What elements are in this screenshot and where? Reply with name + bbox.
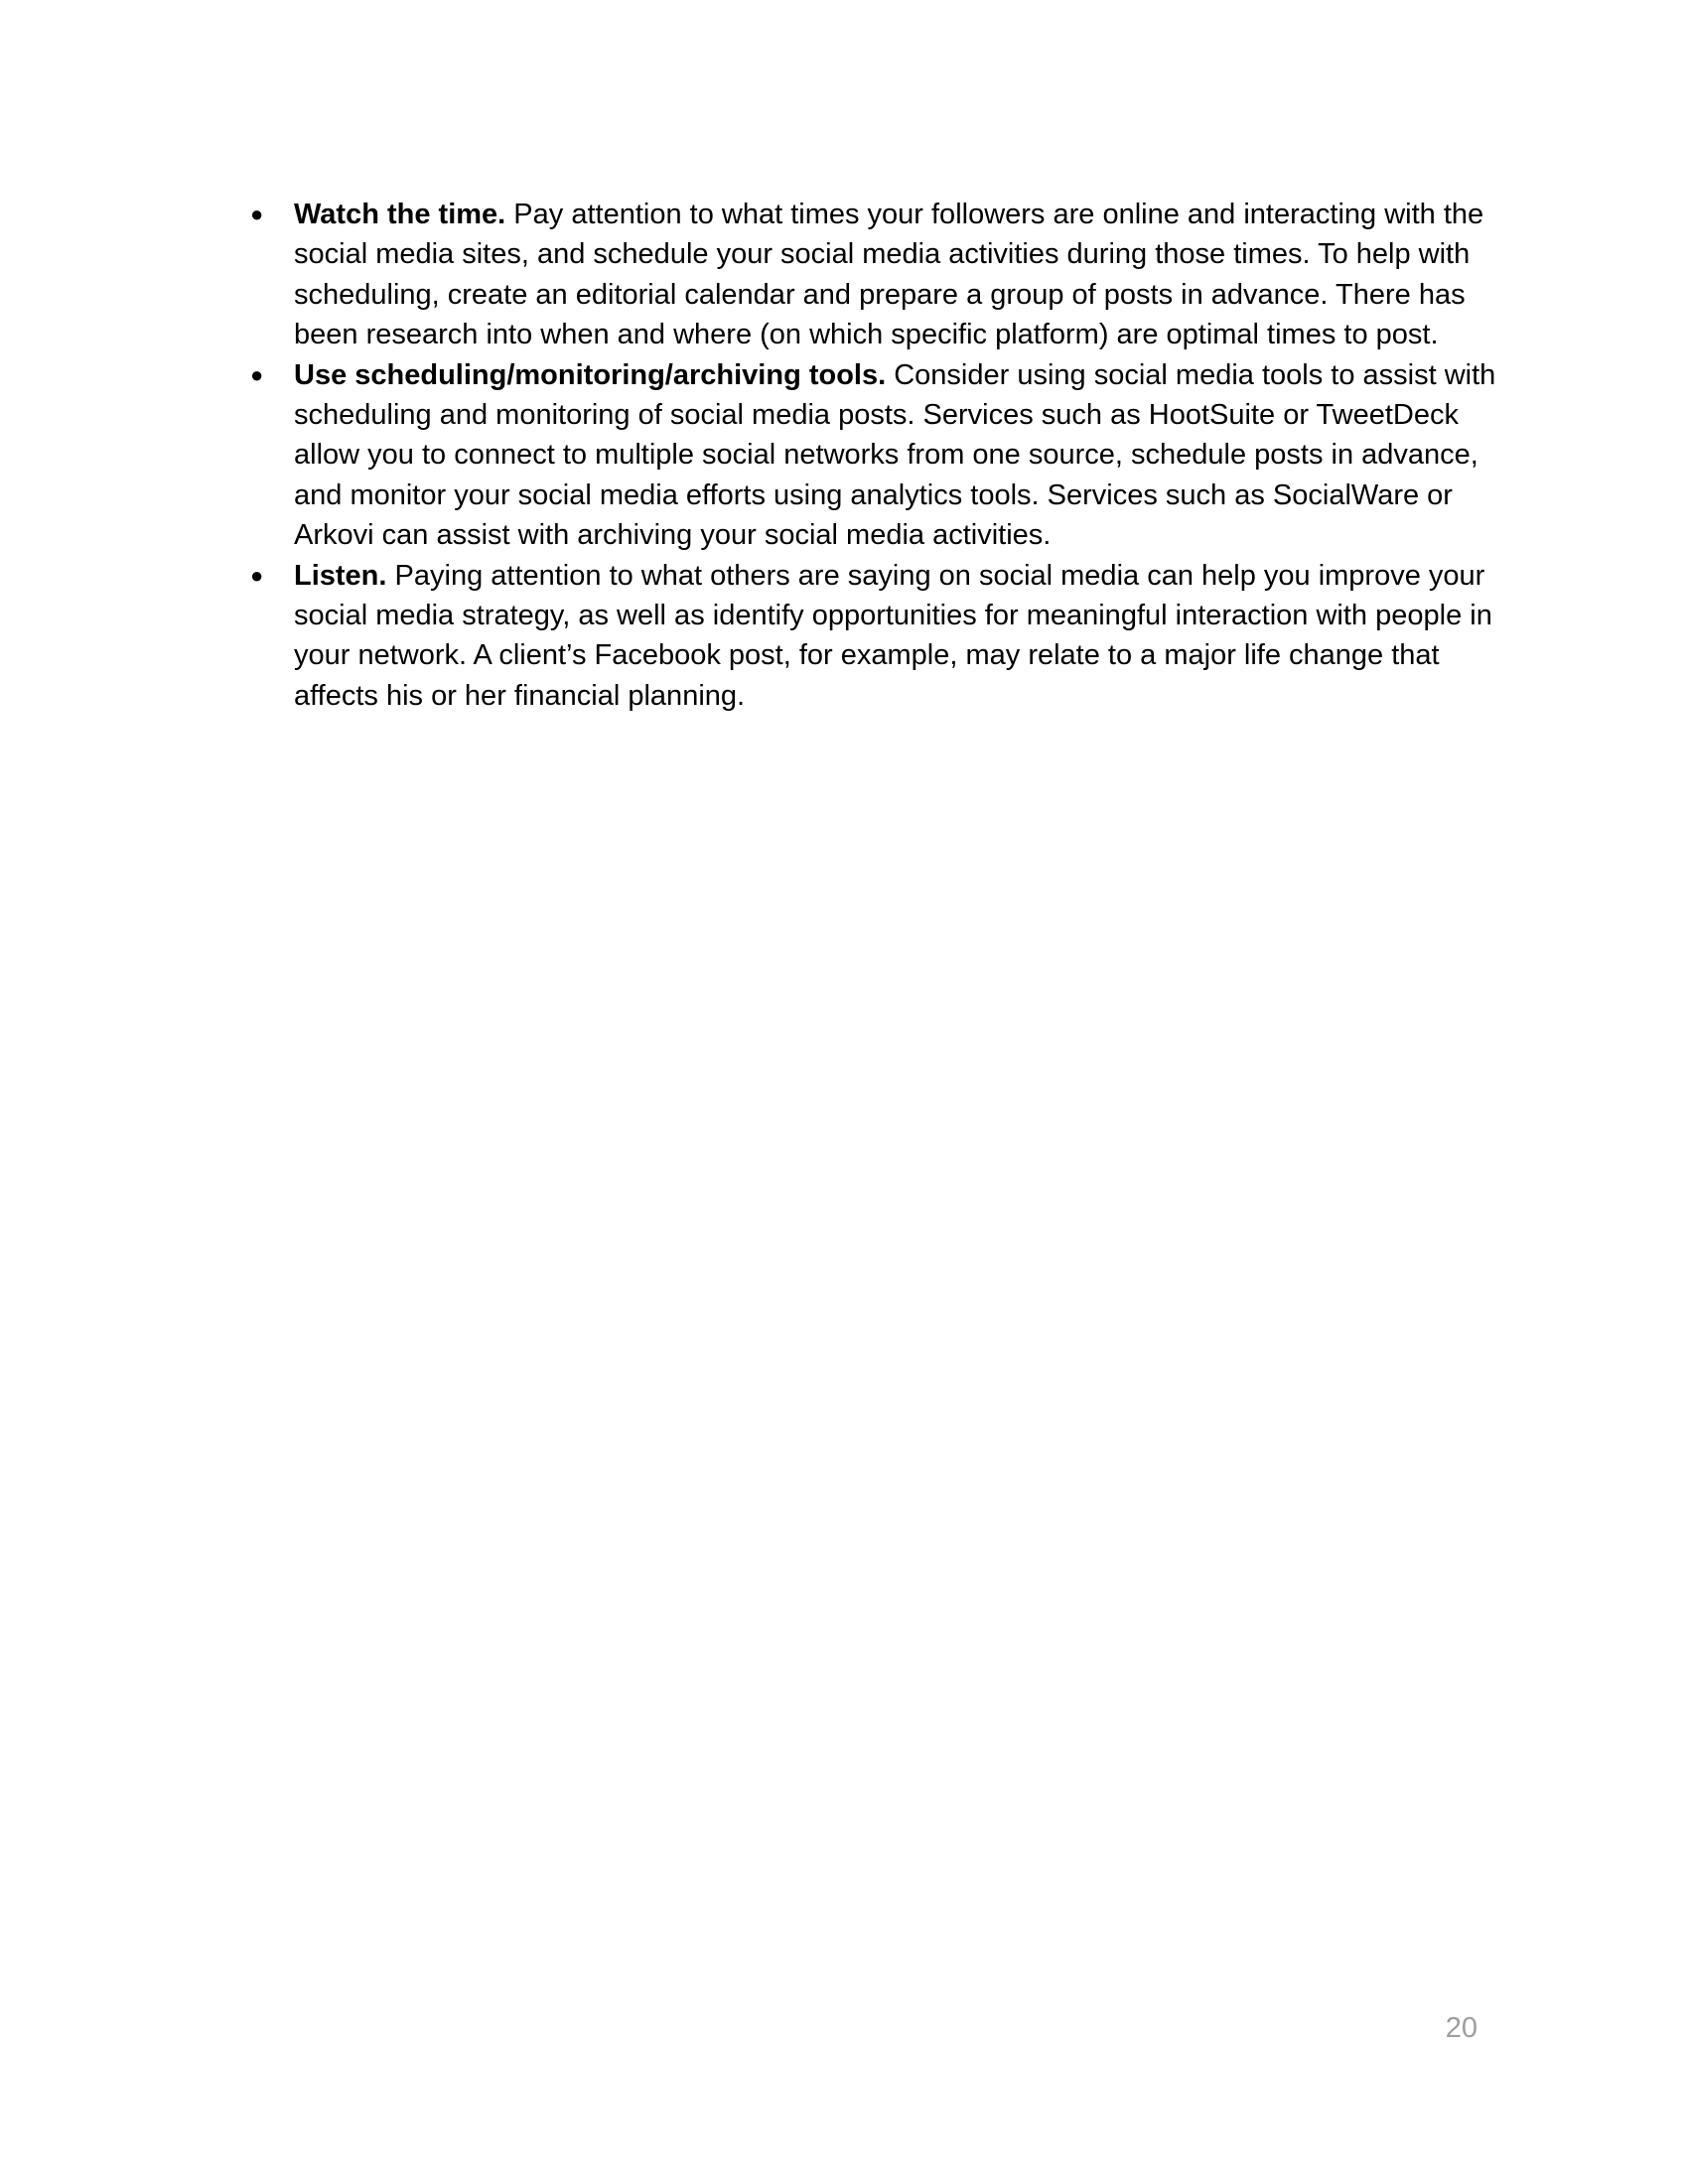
bullet-icon: ● — [250, 361, 264, 387]
bullet-body-text: Consider using social media tools to assist with scheduling and monitoring of social media posts. Services such as HootSuite or TweetDeck allow you to connect to multiple social networks from one source, schedule posts in advance, and monitor your social media efforts using analytics tools. Services such as SocialWare or Arkovi can assist with archiving your social media activities. — [294, 358, 1496, 552]
bullet-body-text: Paying attention to what others are saying on social media can help you improve your social media strategy, as well as identify opportunities for meaningful interaction with people in your network. A client’s Facebook post, for example, may relate to a major life change that affects his or her financial planning. — [294, 559, 1492, 712]
bullet-list — [246, 195, 1497, 716]
bullet-heading: Watch the time. — [294, 199, 506, 230]
list-item-watch-the-time — [246, 195, 1497, 355]
bullet-icon: ● — [250, 562, 264, 588]
bullet-icon: ● — [250, 202, 264, 226]
list-item-scheduling-tools — [246, 355, 1497, 556]
bullet-body-text: Pay attention to what times your followers are online and interacting with the social media sites, and schedule your social media activities during those times. To help with scheduling, create an editorial calendar and prepare a group of posts in advance. There has been research into when and where (on which specific platform) are optimal times to post. — [294, 199, 1484, 351]
bullet-heading: Use scheduling/monitoring/archiving tools. — [294, 358, 887, 391]
page-number: 20 — [1445, 2012, 1477, 2044]
list-item-listen — [246, 556, 1497, 717]
bullet-heading: Listen. — [294, 559, 387, 592]
